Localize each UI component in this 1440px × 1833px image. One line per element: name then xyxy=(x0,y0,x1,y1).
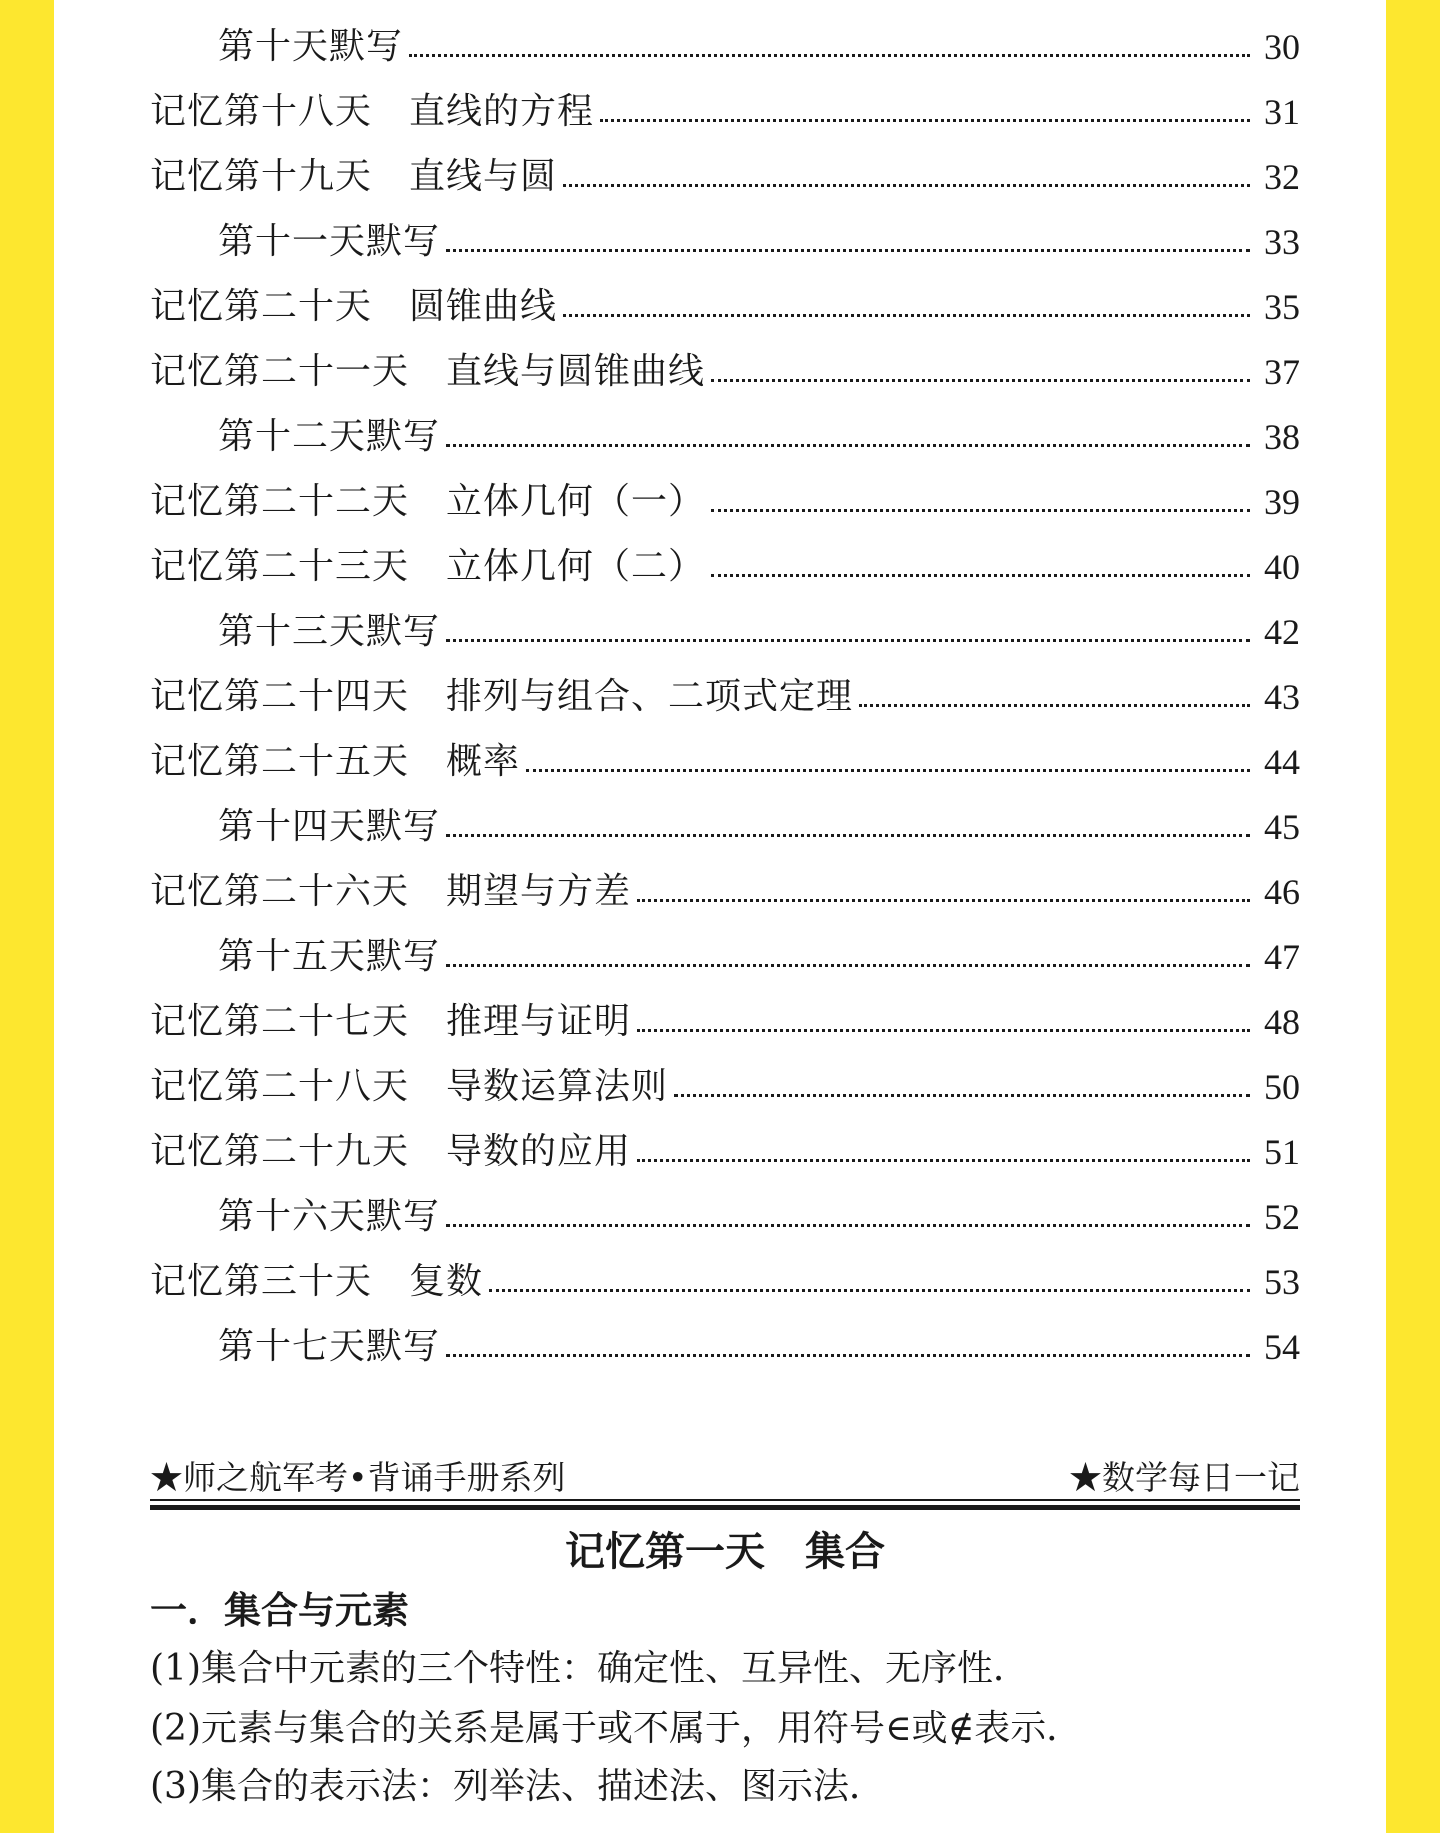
chapter-title: 记忆第一天 集合 xyxy=(565,1528,885,1575)
section-heading: 一．集合与元素 xyxy=(150,1588,409,1632)
toc-leader-dots xyxy=(674,1094,1250,1097)
toc-entry-title: 第十六天默写 xyxy=(218,1196,441,1237)
series-title: ★师之航军考•背诵手册系列 xyxy=(150,1458,566,1497)
toc-page-number: 32 xyxy=(1264,157,1300,197)
paragraph: (2)元素与集合的关系是属于或不属于，用符号∈或∉表示． xyxy=(150,1708,1083,1749)
toc-page-number: 31 xyxy=(1264,92,1300,132)
toc-entry-title: 记忆第二十八天 导数运算法则 xyxy=(150,1066,669,1107)
toc-entry-title: 第十二天默写 xyxy=(218,416,441,457)
toc-leader-dots xyxy=(711,574,1250,577)
toc-page-number: 45 xyxy=(1264,807,1300,847)
toc-leader-dots xyxy=(526,769,1250,772)
toc-entry[interactable] xyxy=(150,455,1300,520)
toc-entry[interactable] xyxy=(150,0,1300,65)
toc-leader-dots xyxy=(446,444,1250,447)
toc-entry-title: 第十一天默写 xyxy=(218,221,441,262)
toc-entry-title: 记忆第二十天 圆锥曲线 xyxy=(150,286,558,327)
toc-entry-title: 记忆第二十一天 直线与圆锥曲线 xyxy=(150,351,706,392)
toc-page-number: 48 xyxy=(1264,1002,1300,1042)
toc-leader-dots xyxy=(637,899,1250,902)
toc-entry[interactable] xyxy=(150,520,1300,585)
toc-leader-dots xyxy=(563,184,1250,187)
toc-entry[interactable] xyxy=(150,195,1300,260)
toc-entry-title: 记忆第三十天 复数 xyxy=(150,1261,484,1302)
toc-page-number: 30 xyxy=(1264,27,1300,67)
toc-page-number: 44 xyxy=(1264,742,1300,782)
toc-entry[interactable] xyxy=(150,325,1300,390)
running-header xyxy=(150,1452,1300,1499)
toc-leader-dots xyxy=(859,704,1250,707)
toc-entry-title: 记忆第二十七天 推理与证明 xyxy=(150,1001,632,1042)
toc-page-number: 52 xyxy=(1264,1197,1300,1237)
toc-entry[interactable] xyxy=(150,1170,1300,1235)
paragraph: (1)集合中元素的三个特性：确定性、互异性、无序性． xyxy=(150,1648,1029,1689)
toc-entry[interactable] xyxy=(150,1235,1300,1300)
toc-leader-dots xyxy=(711,509,1250,512)
toc-leader-dots xyxy=(600,119,1250,122)
toc-entry-title: 记忆第十八天 直线的方程 xyxy=(150,91,595,132)
toc-page-number: 42 xyxy=(1264,612,1300,652)
toc-entry[interactable] xyxy=(150,780,1300,845)
toc-leader-dots xyxy=(711,379,1250,382)
header-rule-thin xyxy=(150,1499,1300,1501)
toc-page-number: 46 xyxy=(1264,872,1300,912)
paragraph: (3)集合的表示法：列举法、描述法、图示法． xyxy=(150,1766,885,1807)
toc-page-number: 39 xyxy=(1264,482,1300,522)
toc-leader-dots xyxy=(637,1159,1250,1162)
toc-entry-title: 记忆第二十五天 概率 xyxy=(150,741,521,782)
table-of-contents xyxy=(150,0,1300,1365)
toc-entry[interactable] xyxy=(150,130,1300,195)
toc-page-number: 37 xyxy=(1264,352,1300,392)
toc-page-number: 35 xyxy=(1264,287,1300,327)
toc-entry[interactable] xyxy=(150,390,1300,455)
toc-page-number: 33 xyxy=(1264,222,1300,262)
toc-leader-dots xyxy=(446,1354,1250,1357)
toc-entry[interactable] xyxy=(150,1040,1300,1105)
toc-entry-title: 记忆第二十四天 排列与组合、二项式定理 xyxy=(150,676,854,717)
right-yellow-border xyxy=(1386,0,1440,1833)
toc-page-number: 50 xyxy=(1264,1067,1300,1107)
toc-entry[interactable] xyxy=(150,1300,1300,1365)
toc-leader-dots xyxy=(563,314,1250,317)
toc-leader-dots xyxy=(637,1029,1250,1032)
toc-entry-title: 第十五天默写 xyxy=(218,936,441,977)
toc-entry[interactable] xyxy=(150,65,1300,130)
toc-leader-dots xyxy=(446,249,1250,252)
toc-page-number: 54 xyxy=(1264,1327,1300,1367)
toc-page-number: 38 xyxy=(1264,417,1300,457)
toc-entry-title: 第十七天默写 xyxy=(218,1326,441,1367)
book-title: ★数学每日一记 xyxy=(1069,1458,1300,1497)
toc-entry[interactable] xyxy=(150,1105,1300,1170)
toc-leader-dots xyxy=(409,54,1250,57)
toc-page-number: 40 xyxy=(1264,547,1300,587)
toc-entry-title: 记忆第二十二天 立体几何（一） xyxy=(150,481,706,522)
toc-page-number: 53 xyxy=(1264,1262,1300,1302)
toc-entry[interactable] xyxy=(150,910,1300,975)
toc-entry-title: 记忆第十九天 直线与圆 xyxy=(150,156,558,197)
toc-entry-title: 记忆第二十九天 导数的应用 xyxy=(150,1131,632,1172)
toc-leader-dots xyxy=(446,639,1250,642)
toc-entry-title: 第十三天默写 xyxy=(218,611,441,652)
toc-page-number: 51 xyxy=(1264,1132,1300,1172)
toc-leader-dots xyxy=(446,964,1250,967)
toc-entry[interactable] xyxy=(150,715,1300,780)
toc-entry[interactable] xyxy=(150,975,1300,1040)
toc-page-number: 47 xyxy=(1264,937,1300,977)
header-rule-thick xyxy=(150,1505,1300,1510)
toc-page-number: 43 xyxy=(1264,677,1300,717)
toc-entry-title: 第十天默写 xyxy=(218,26,404,67)
toc-entry-title: 记忆第二十三天 立体几何（二） xyxy=(150,546,706,587)
toc-entry-title: 第十四天默写 xyxy=(218,806,441,847)
toc-entry[interactable] xyxy=(150,585,1300,650)
toc-leader-dots xyxy=(446,834,1250,837)
toc-entry-title: 记忆第二十六天 期望与方差 xyxy=(150,871,632,912)
toc-leader-dots xyxy=(489,1289,1250,1292)
toc-leader-dots xyxy=(446,1224,1250,1227)
toc-entry[interactable] xyxy=(150,260,1300,325)
toc-entry[interactable] xyxy=(150,845,1300,910)
left-yellow-border xyxy=(0,0,54,1833)
toc-entry[interactable] xyxy=(150,650,1300,715)
